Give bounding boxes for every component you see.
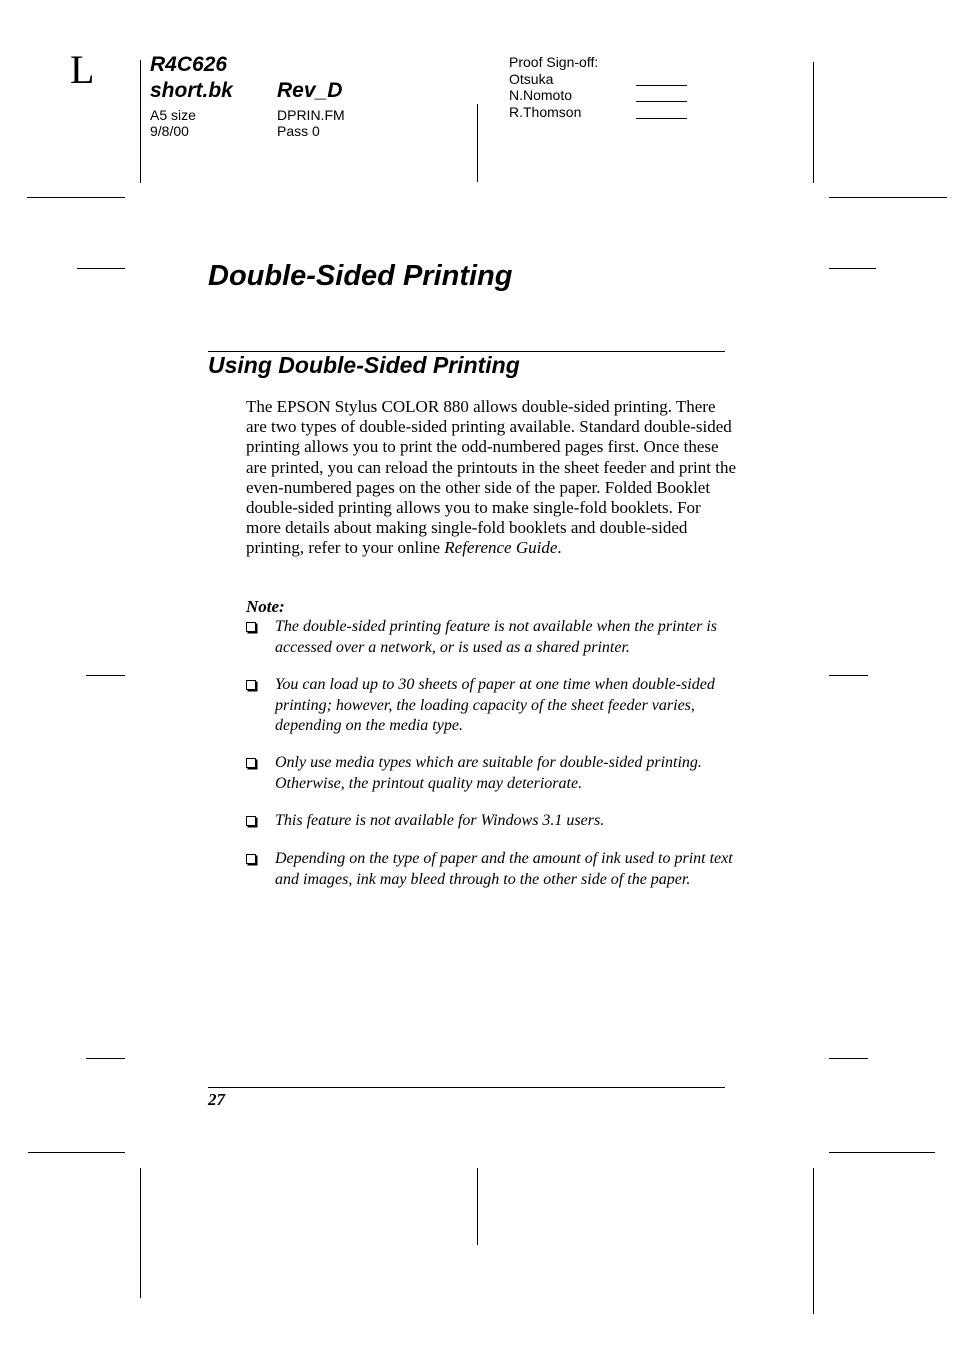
note-list [246,617,736,891]
checkbox-bullet-icon [246,816,256,826]
list-item [246,811,736,849]
layout-letter: L [70,47,95,92]
page-number: 27 [208,1090,225,1109]
note-text: The double-sided printing feature is not available when the printer is accessed over a network, or is used as a shared printer. [275,618,718,656]
checkbox-bullet-icon [246,854,256,864]
body-main-text: The EPSON Stylus COLOR 880 allows double-sided printing. There are two types of double-sided printing available. Standard double-sided printing allows you to print the odd-numbered pages first. Once these are printed, you can reload the printouts in the sheet feeder and print the even-numbered pages on the other side of the paper. Folded Booklet double-sided printing allows you to make single-fold booklets. For more details about making single-fold booklets and double-sided printing, refer to your online [246,397,736,558]
signature-line [636,101,687,102]
checkbox-bullet-icon [246,680,256,690]
note-text: This feature is not available for Windows 3.1 users. [275,812,605,829]
crop-mark [27,197,125,198]
project-code: R4C626 [150,53,228,76]
crop-mark [477,104,478,182]
crop-mark [86,1058,125,1059]
crop-mark [140,60,141,183]
signer-name: Otsuka [509,71,554,87]
crop-mark [829,197,947,198]
crop-mark [477,1168,478,1245]
list-item [246,753,736,811]
crop-mark [28,1152,125,1153]
file-name: DPRIN.FM [277,107,345,123]
crop-mark [140,1168,141,1298]
crop-mark [829,1058,868,1059]
crop-mark [77,268,125,269]
signature-line [636,118,687,119]
crop-mark [813,62,814,183]
reference-guide-title: Reference Guide [444,538,558,558]
note-text: Depending on the type of paper and the amount of ink used to print text and images, ink may bleed through to the other side of the paper. [275,850,733,888]
section-title: Using Double-Sided Printing [208,352,520,378]
footer-rule [208,1087,725,1088]
signature-line [636,85,687,86]
crop-mark [813,1168,814,1314]
revision: Rev_D [277,79,343,102]
pass: Pass 0 [277,123,320,139]
date: 9/8/00 [150,123,189,139]
note-text: Only use media types which are suitable for double-sided printing. Otherwise, the printout quality may deteriorate. [275,754,702,792]
body-paragraph [246,397,736,559]
proof-signoff-title: Proof Sign-off: [509,54,599,70]
list-item [246,675,736,753]
body-end: . [557,538,562,558]
crop-mark [86,675,125,676]
note-label: Note: [246,597,285,616]
page-title: Double-Sided Printing [208,260,513,292]
checkbox-bullet-icon [246,758,256,768]
paper-size: A5 size [150,107,196,123]
book-name: short.bk [150,79,233,102]
note-text: You can load up to 30 sheets of paper at one time when double-sided printing; however, the loading capacity of the sheet feeder varies, depending on the media type. [275,676,715,734]
signer-name: R.Thomson [509,104,582,120]
list-item [246,617,736,675]
checkbox-bullet-icon [246,622,256,632]
list-item [246,849,736,891]
crop-mark [829,268,876,269]
signer-name: N.Nomoto [509,87,573,103]
crop-mark [829,675,868,676]
crop-mark [829,1152,935,1153]
